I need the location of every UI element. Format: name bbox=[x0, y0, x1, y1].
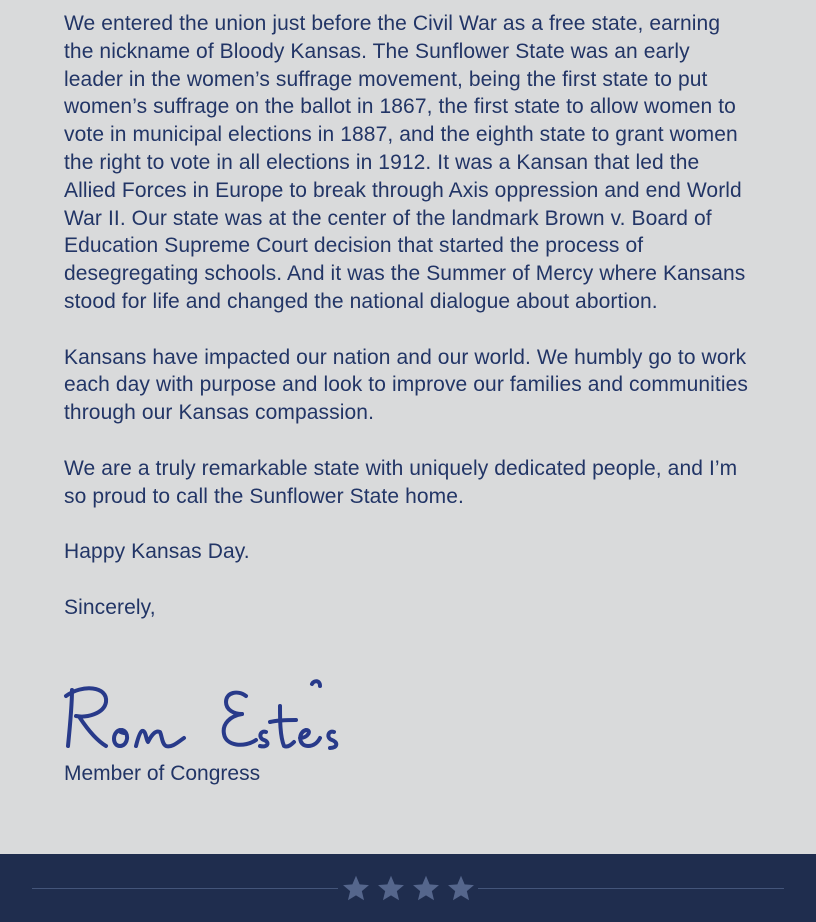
star-icon bbox=[412, 874, 440, 902]
footer-stars bbox=[338, 870, 478, 906]
paragraph-pride: We are a truly remarkable state with uniquely dedicated people, and I’m so proud to call the Sunflower State home. bbox=[64, 456, 738, 508]
footer-bar bbox=[0, 854, 816, 922]
footer-divider-right bbox=[478, 888, 784, 889]
signer-title: Member of Congress bbox=[64, 762, 261, 785]
paragraph-impact: Kansans have impacted our nation and our world. We humbly go to work each day with purpose and look to improve our families and communities through our Kansas compassion. bbox=[64, 345, 749, 425]
footer-divider-left bbox=[32, 888, 338, 889]
star-icon bbox=[377, 874, 405, 902]
signature bbox=[62, 676, 352, 754]
closing-salutation: Sincerely, bbox=[64, 595, 156, 619]
paragraph-greeting: Happy Kansas Day. bbox=[64, 540, 250, 564]
paragraph-history: We entered the union just before the Civil War as a free state, earning the nickname of Bloody Kansas. The Sunflower State was an early leader in the women’s suffrage movement, being the first state to put women’s suffrage on the ballot in 1867, the first state to allow women to vote in municipal elections in 1887, and the eighth state to grant women the right to vote in all elections in 1912. It was a Kansan that led the Allied Forces in Europe to break through Axis oppression and end World War II. Our state was at the center of the landmark Brown v. Board of Education Supreme Court decision that started the process of desegregating schools. And it was the Summer of Mercy where Kansans stood for life and changed the national dialogue about abortion. bbox=[64, 12, 746, 313]
star-icon bbox=[342, 874, 370, 902]
star-icon bbox=[447, 874, 475, 902]
letter-body bbox=[64, 10, 754, 649]
